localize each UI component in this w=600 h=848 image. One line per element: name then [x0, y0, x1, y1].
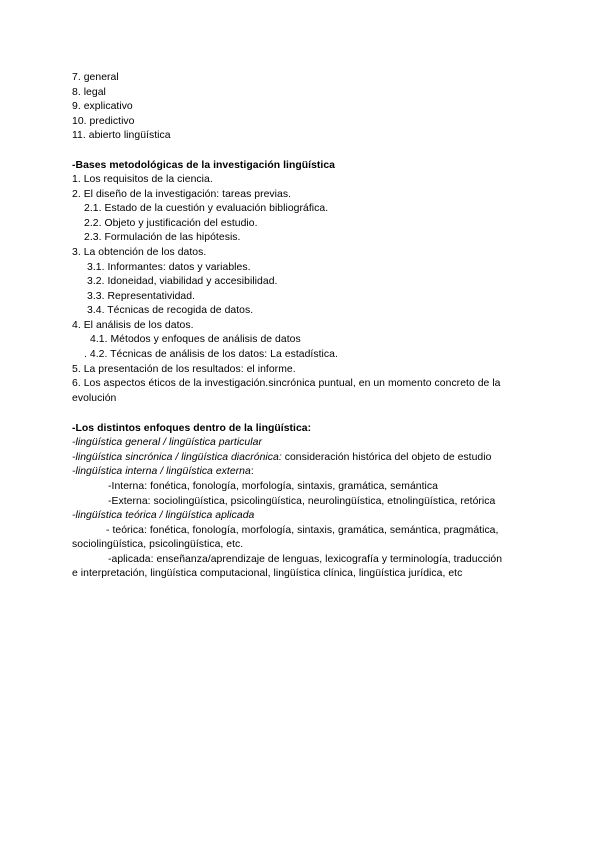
outline-item-continuation: evolución: [72, 393, 117, 404]
outline-item: 1. Los requisitos de la ciencia.: [72, 174, 213, 185]
outline-subitem: 3.2. Idoneidad, viabilidad y accesibilidad.: [87, 276, 278, 287]
approach-sincronica: [72, 451, 491, 466]
approach-teorica: -lingüística teórica / lingüística aplicada: [72, 510, 255, 521]
list-item: 9. explicativo: [72, 101, 133, 112]
approach-interna-colon: :: [250, 466, 254, 477]
approach-sincronica-text: consideración histórica del objeto de estudio: [284, 452, 492, 463]
outline-subitem: 2.1. Estado de la cuestión y evaluación bibliográfica.: [84, 203, 329, 214]
section-heading-enfoques: -Los distintos enfoques dentro de la lingüística:: [72, 423, 312, 434]
approach-teorica-item-cont: sociolingüística, psicolingüística, etc.: [72, 539, 244, 550]
outline-subitem: 4.1. Métodos y enfoques de análisis de datos: [90, 334, 301, 345]
approach-teorica-item: - teórica: fonética, fonología, morfología, sintaxis, gramática, semántica, pragmática,: [106, 525, 499, 536]
outline-item: 4. El análisis de los datos.: [72, 320, 194, 331]
outline-subitem: 2.2. Objeto y justificación del estudio.: [84, 218, 258, 229]
approach-aplicada-item-cont: e interpretación, lingüística computacional, lingüística clínica, lingüística jurídica, etc: [72, 568, 463, 579]
outline-item: 2. El diseño de la investigación: tareas previas.: [72, 189, 292, 200]
approach-interna: [72, 465, 254, 480]
outline-subitem: . 4.2. Técnicas de análisis de los datos: La estadística.: [84, 349, 338, 360]
outline-item: 6. Los aspectos éticos de la investigación.sincrónica puntual, en un momento concreto de la: [72, 378, 501, 389]
section-heading-bases: -Bases metodológicas de la investigación lingüística: [72, 160, 336, 171]
outline-item: 5. La presentación de los resultados: el informe.: [72, 364, 296, 375]
list-item: 11. abierto lingüística: [72, 130, 171, 141]
approach-interna-item: -Interna: fonética, fonología, morfología, sintaxis, gramática, semántica: [108, 481, 438, 492]
list-item: 10. predictivo: [72, 116, 135, 127]
outline-subitem: 3.3. Representatividad.: [87, 291, 196, 302]
list-item: 8. legal: [72, 87, 106, 98]
approach-aplicada-item: -aplicada: enseñanza/aprendizaje de lenguas, lexicografía y terminología, traducción: [108, 554, 503, 565]
outline-subitem: 3.4. Técnicas de recogida de datos.: [87, 305, 254, 316]
list-item: 7. general: [72, 72, 119, 83]
approach-sincronica-label: -lingüística sincrónica / lingüística diacrónica:: [72, 452, 282, 463]
approach-externa-item: -Externa: sociolingüística, psicolingüística, neurolingüística, etnolingüística, retórica: [108, 496, 496, 507]
outline-subitem: 3.1. Informantes: datos y variables.: [87, 262, 251, 273]
outline-item: 3. La obtención de los datos.: [72, 247, 207, 258]
outline-subitem: 2.3. Formulación de las hipótesis.: [84, 232, 241, 243]
approach-general: -lingüística general / lingüística particular: [72, 437, 262, 448]
approach-interna-label: -lingüística interna / lingüística externa: [72, 466, 251, 477]
